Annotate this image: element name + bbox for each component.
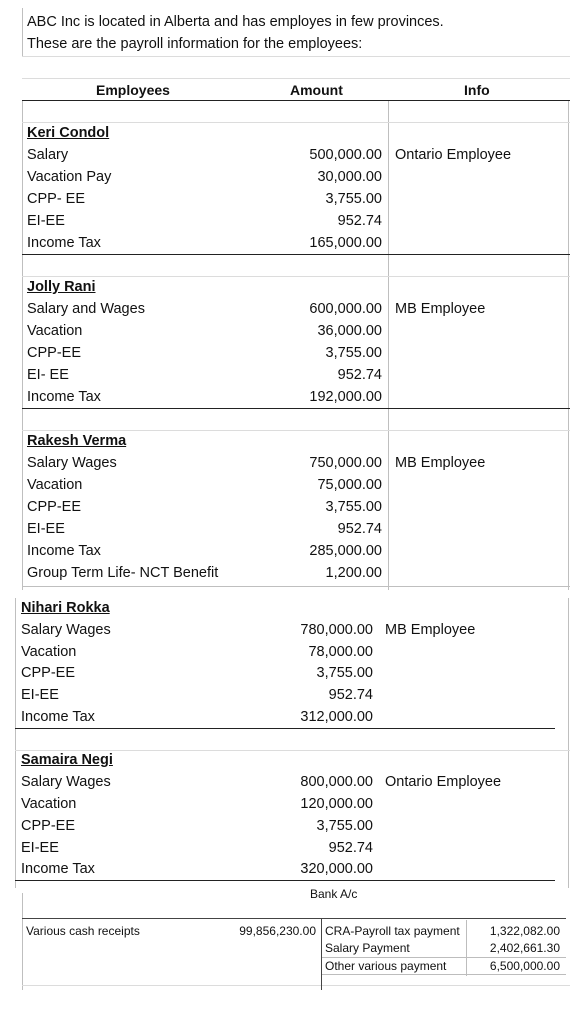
- header-employees: Employees: [96, 82, 170, 98]
- row-label: Income Tax: [27, 543, 101, 559]
- row-label: EI-EE: [21, 840, 59, 856]
- row-amount: 780,000.00: [300, 622, 373, 638]
- row-amount: 952.74: [328, 840, 373, 856]
- employee-info: Ontario Employee: [385, 774, 502, 790]
- grid-line: [22, 56, 570, 57]
- row-amount: 30,000.00: [317, 169, 382, 185]
- bank-credit-label: CRA-Payroll tax payment: [325, 924, 460, 938]
- section-divider: [22, 586, 570, 587]
- row-label: Salary Wages: [27, 455, 117, 471]
- row-label: Vacation: [21, 644, 77, 660]
- section-divider: [15, 880, 555, 881]
- row-amount: 952.74: [337, 521, 382, 537]
- section-divider: [15, 728, 555, 729]
- row-amount: 1,200.00: [325, 565, 382, 581]
- employee-info: MB Employee: [385, 622, 476, 638]
- row-amount: 36,000.00: [317, 323, 382, 339]
- row-label: EI-EE: [27, 521, 65, 537]
- row-amount: 3,755.00: [325, 191, 382, 207]
- employee-name: Nihari Rokka: [21, 600, 110, 616]
- grid-line: [15, 598, 16, 888]
- grid-line: [15, 750, 570, 751]
- section-divider: [22, 254, 570, 255]
- row-amount: 3,755.00: [325, 499, 382, 515]
- row-amount: 952.74: [337, 367, 382, 383]
- grid-line: [22, 276, 570, 277]
- row-label: Vacation: [27, 477, 83, 493]
- row-label: CPP- EE: [27, 191, 86, 207]
- row-label: EI-EE: [27, 213, 65, 229]
- intro-line-1: ABC Inc is located in Alberta and has employes in few provinces.: [27, 14, 444, 30]
- row-label: Income Tax: [21, 861, 95, 877]
- grid-line: [568, 598, 569, 888]
- row-label: Vacation: [21, 796, 77, 812]
- row-amount: 285,000.00: [309, 543, 382, 559]
- row-amount: 952.74: [328, 687, 373, 703]
- employee-info: MB Employee: [395, 455, 486, 471]
- bank-account-title: Bank A/c: [310, 887, 358, 901]
- row-amount: 120,000.00: [300, 796, 373, 812]
- row-label: Salary Wages: [21, 774, 111, 790]
- employee-name: Jolly Rani: [27, 279, 96, 295]
- intro-line-2: These are the payroll information for the employees:: [27, 36, 363, 52]
- bank-credit-label: Other various payment: [325, 959, 447, 973]
- grid-line: [466, 920, 467, 976]
- row-label: Income Tax: [27, 389, 101, 405]
- bank-credit-label: Salary Payment: [325, 941, 410, 955]
- bank-credit-amount: 6,500,000.00: [489, 959, 560, 973]
- grid-line: [22, 122, 570, 123]
- row-amount: 75,000.00: [317, 477, 382, 493]
- employee-name: Samaira Negi: [21, 752, 113, 768]
- row-label: EI-EE: [21, 687, 59, 703]
- row-label: Salary: [27, 147, 69, 163]
- row-amount: 500,000.00: [309, 147, 382, 163]
- row-label: CPP-EE: [21, 665, 75, 681]
- grid-line: [22, 100, 23, 590]
- row-amount: 600,000.00: [309, 301, 382, 317]
- employee-info: MB Employee: [395, 301, 486, 317]
- row-label: EI- EE: [27, 367, 69, 383]
- row-amount: 3,755.00: [325, 345, 382, 361]
- row-amount: 800,000.00: [300, 774, 373, 790]
- row-amount: 165,000.00: [309, 235, 382, 251]
- row-amount: 952.74: [337, 213, 382, 229]
- grid-line: [322, 974, 566, 975]
- row-label: Income Tax: [21, 709, 95, 725]
- section-divider: [22, 408, 570, 409]
- row-amount: 3,755.00: [316, 818, 373, 834]
- row-label: CPP-EE: [21, 818, 75, 834]
- grid-line: [22, 985, 570, 986]
- grid-line: [22, 430, 570, 431]
- row-label: Salary Wages: [21, 622, 111, 638]
- row-label: CPP-EE: [27, 345, 81, 361]
- grid-line: [22, 78, 570, 79]
- row-amount: 312,000.00: [300, 709, 373, 725]
- employee-name: Rakesh Verma: [27, 433, 127, 449]
- row-label: Group Term Life- NCT Benefit: [27, 565, 219, 581]
- row-label: Vacation Pay: [27, 169, 112, 185]
- grid-line: [388, 100, 389, 590]
- bank-debit-amount: 99,856,230.00: [239, 924, 316, 938]
- row-amount: 192,000.00: [309, 389, 382, 405]
- row-label: CPP-EE: [27, 499, 81, 515]
- grid-line: [22, 8, 23, 56]
- row-label: Vacation: [27, 323, 83, 339]
- grid-line: [568, 100, 569, 590]
- employee-info: Ontario Employee: [395, 147, 512, 163]
- row-label: Income Tax: [27, 235, 101, 251]
- row-amount: 78,000.00: [308, 644, 373, 660]
- grid-line: [322, 957, 566, 958]
- t-account-divider: [321, 918, 322, 990]
- bank-credit-amount: 1,322,082.00: [489, 924, 560, 938]
- employee-name: Keri Condol: [27, 125, 110, 141]
- header-underline: [22, 100, 570, 101]
- row-amount: 3,755.00: [316, 665, 373, 681]
- t-account-top-rule: [22, 918, 566, 919]
- header-info: Info: [464, 82, 490, 98]
- row-amount: 750,000.00: [309, 455, 382, 471]
- bank-debit-label: Various cash receipts: [26, 924, 140, 938]
- row-label: Salary and Wages: [27, 301, 145, 317]
- header-amount: Amount: [290, 82, 343, 98]
- bank-credit-amount: 2,402,661.30: [489, 941, 560, 955]
- row-amount: 320,000.00: [300, 861, 373, 877]
- grid-line: [22, 893, 23, 990]
